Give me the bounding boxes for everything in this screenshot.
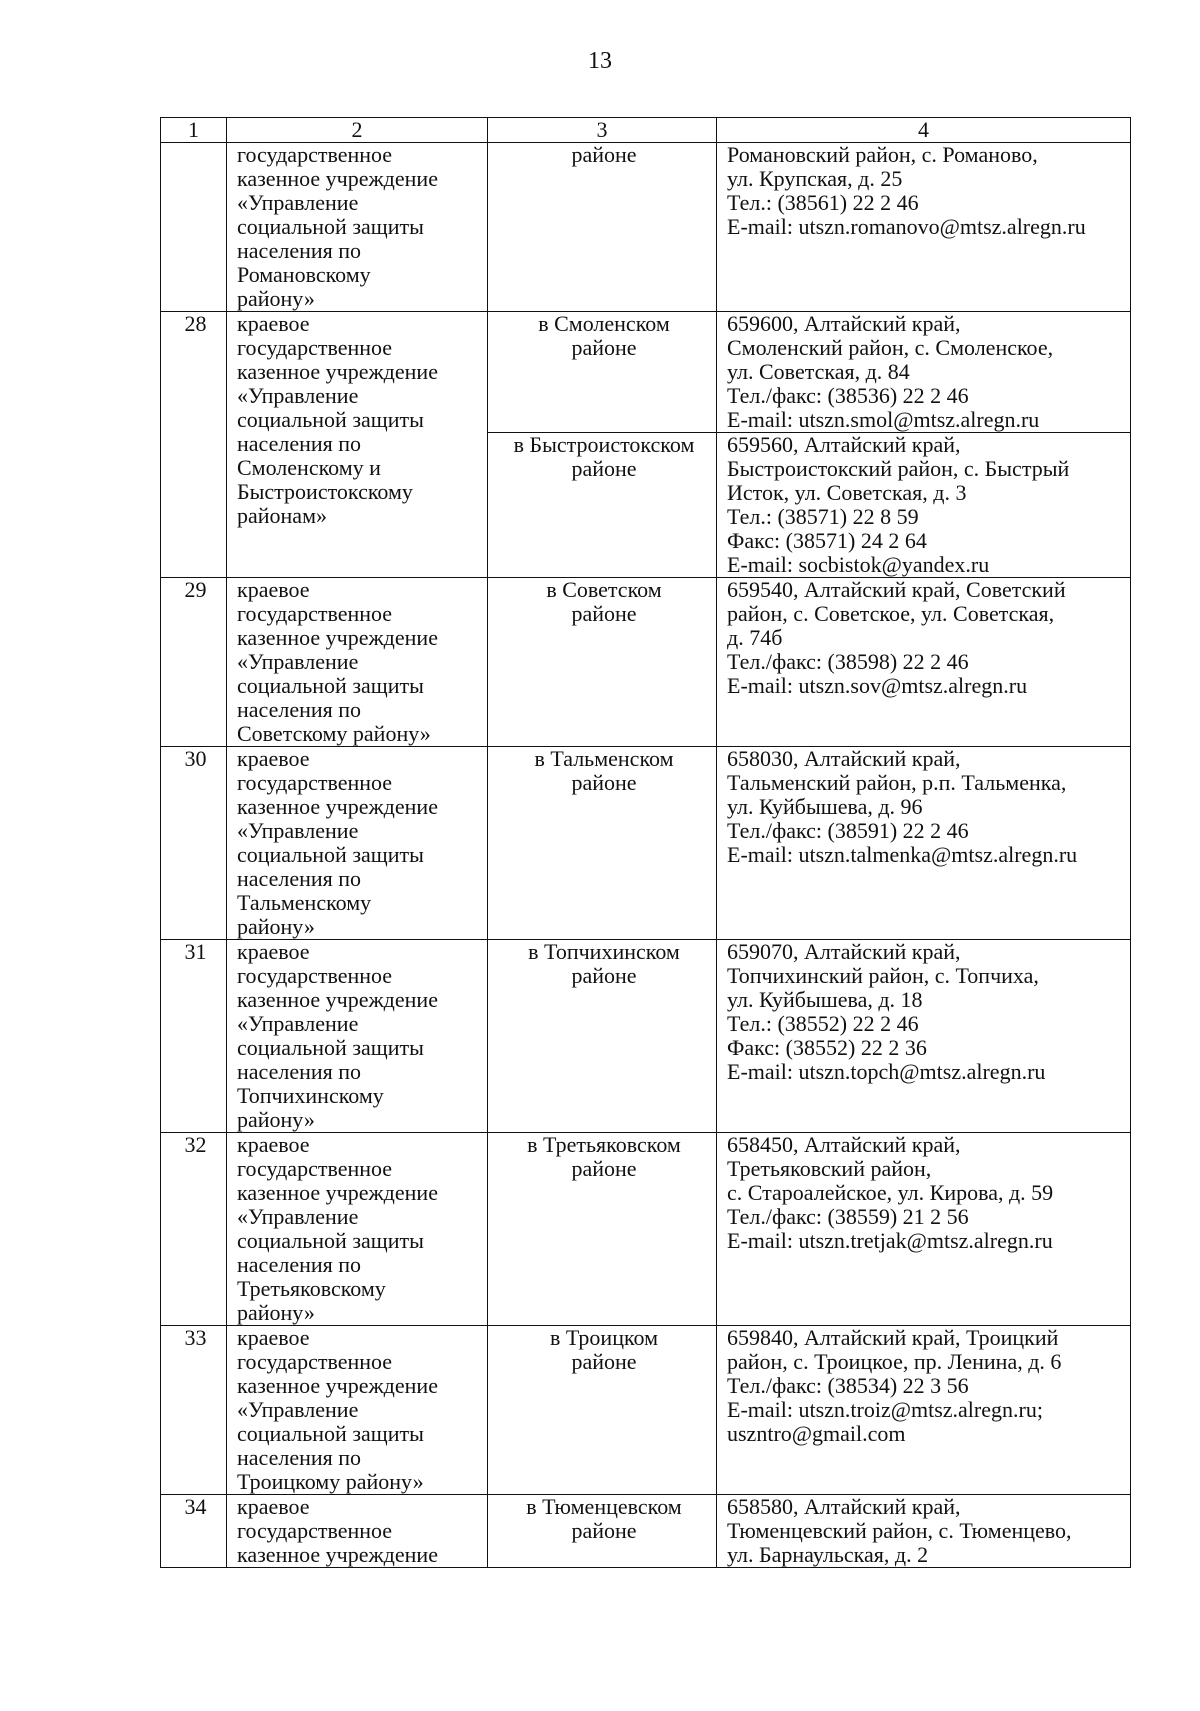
contact-line: Тальменский район, р.п. Тальменка, (727, 770, 1067, 795)
contact-line: E-mail: utszn.troiz@mtsz.alregn.ru; (727, 1397, 1043, 1422)
district-line: в Тюменцевском (526, 1494, 682, 1519)
organization-line: населения по (237, 1059, 362, 1084)
organization-line: государственное (237, 770, 393, 795)
organization-line: краевое (237, 1132, 310, 1157)
organization-line: Быстроистокскому (237, 479, 413, 504)
organization-line: населения по (237, 431, 362, 456)
contact-line: E-mail: socbistok@yandex.ru (727, 552, 990, 577)
organization-cell (227, 312, 488, 578)
contact-line: ул. Барнаульская, д. 2 (727, 1542, 929, 1567)
column-header-1: 1 (161, 118, 227, 143)
district-cell (488, 312, 717, 433)
column-header-4: 4 (717, 118, 1131, 143)
contacts-cell (717, 312, 1131, 433)
district-cell (488, 747, 717, 940)
row-number (161, 143, 227, 312)
table-row (161, 578, 1131, 747)
organization-line: районам» (237, 503, 327, 528)
organization-line: Тальменскому (237, 890, 372, 915)
organization-line: району» (237, 914, 315, 939)
contact-line: Тел./факс: (38598) 22 2 46 (727, 649, 969, 674)
contact-line: ул. Советская, д. 84 (727, 359, 910, 384)
table-body (161, 143, 1131, 1568)
row-number: 31 (161, 940, 227, 1133)
contact-line: E-mail: utszn.talmenka@mtsz.alregn.ru (727, 842, 1078, 867)
district-line: в Троицком (549, 1325, 659, 1350)
district-line: районе (571, 142, 637, 167)
organization-line: казенное учреждение (237, 794, 438, 819)
district-cell (488, 433, 717, 578)
contact-line: Тел./факс: (38536) 22 2 46 (727, 383, 969, 408)
organization-line: Троицкому району» (237, 1469, 424, 1494)
organization-line: краевое (237, 1325, 310, 1350)
contact-line: E-mail: utszn.sov@mtsz.alregn.ru (727, 673, 1028, 698)
organization-line: «Управление (237, 383, 359, 408)
organization-line: «Управление (237, 818, 359, 843)
column-header-3: 3 (488, 118, 717, 143)
contacts-cell (717, 1495, 1131, 1568)
organization-line: казенное учреждение (237, 359, 438, 384)
row-number: 30 (161, 747, 227, 940)
row-number: 33 (161, 1326, 227, 1495)
organization-line: социальной защиты (237, 407, 424, 432)
organization-line: Смоленскому и (237, 455, 381, 480)
contact-line: Тюменцевский район, с. Тюменцево, (727, 1518, 1072, 1543)
contact-line: E-mail: utszn.smol@mtsz.alregn.ru (727, 407, 1040, 432)
organization-line: Романовскому (237, 262, 371, 287)
organization-line: краевое (237, 577, 310, 602)
row-number: 34 (161, 1495, 227, 1568)
contact-line: район, с. Троицкое, пр. Ленина, д. 6 (727, 1349, 1062, 1374)
organization-line: краевое (237, 1494, 310, 1519)
contact-line: ул. Крупская, д. 25 (727, 166, 903, 191)
contact-line: 659560, Алтайский край, (727, 432, 961, 457)
contact-line: с. Староалейское, ул. Кирова, д. 59 (727, 1180, 1054, 1205)
organization-line: району» (237, 286, 315, 311)
contact-line: E-mail: utszn.romanovo@mtsz.alregn.ru (727, 214, 1086, 239)
organization-line: Топчихинскому (237, 1083, 384, 1108)
organization-line: казенное учреждение (237, 987, 438, 1012)
contact-line: 658580, Алтайский край, (727, 1494, 961, 1519)
organization-line: «Управление (237, 649, 359, 674)
organization-cell (227, 143, 488, 312)
organization-line: государственное (237, 1349, 393, 1374)
organization-line: государственное (237, 142, 393, 167)
contact-line: д. 74б (727, 625, 783, 650)
page-number: 13 (588, 48, 612, 74)
organization-line: социальной защиты (237, 673, 424, 698)
contact-line: uszntro@gmail.com (727, 1421, 906, 1446)
organization-cell (227, 1495, 488, 1568)
organization-line: населения по (237, 866, 362, 891)
organization-line: краевое (237, 939, 310, 964)
contacts-cell (717, 940, 1131, 1133)
organization-line: району» (237, 1107, 315, 1132)
table-row (161, 747, 1131, 940)
row-number: 32 (161, 1133, 227, 1326)
organization-line: краевое (237, 746, 310, 771)
organization-cell (227, 1326, 488, 1495)
organization-line: государственное (237, 1518, 393, 1543)
contact-line: Тел.: (38552) 22 2 46 (727, 1011, 919, 1036)
contact-line: 658030, Алтайский край, (727, 746, 961, 771)
contact-line: 659070, Алтайский край, (727, 939, 961, 964)
organization-line: казенное учреждение (237, 1542, 438, 1567)
contact-line: ул. Куйбышева, д. 96 (727, 794, 923, 819)
contact-line: 659600, Алтайский край, (727, 311, 961, 336)
district-line: в Третьяковском (527, 1132, 681, 1157)
organization-line: населения по (237, 1252, 362, 1277)
contacts-cell (717, 433, 1131, 578)
organization-line: социальной защиты (237, 1035, 424, 1060)
table-row (161, 1495, 1131, 1568)
organization-line: казенное учреждение (237, 1180, 438, 1205)
organization-cell (227, 940, 488, 1133)
contacts-cell (717, 143, 1131, 312)
table-row (161, 312, 1131, 433)
contact-line: Тел./факс: (38591) 22 2 46 (727, 818, 969, 843)
organization-line: «Управление (237, 190, 359, 215)
organization-line: государственное (237, 601, 393, 626)
row-number: 29 (161, 578, 227, 747)
district-cell (488, 143, 717, 312)
column-header-2: 2 (227, 118, 488, 143)
organization-line: краевое (237, 311, 310, 336)
organization-cell (227, 578, 488, 747)
contact-line: ул. Куйбышева, д. 18 (727, 987, 923, 1012)
contact-line: Тел./факс: (38534) 22 3 56 (727, 1373, 969, 1398)
contact-line: 658450, Алтайский край, (727, 1132, 961, 1157)
contact-line: Топчихинский район, с. Топчиха, (727, 963, 1039, 988)
contact-line: 659540, Алтайский край, Советский (727, 577, 1066, 602)
contact-line: Тел./факс: (38559) 21 2 56 (727, 1204, 969, 1229)
district-line: районе (571, 963, 637, 988)
contact-line: Романовский район, с. Романово, (727, 142, 1038, 167)
organization-line: населения по (237, 697, 362, 722)
organization-line: району» (237, 1300, 315, 1325)
contact-line: 659840, Алтайский край, Троицкий (727, 1325, 1059, 1350)
contact-line: Факс: (38552) 22 2 36 (727, 1035, 927, 1060)
table-row (161, 1133, 1131, 1326)
organization-line: государственное (237, 335, 393, 360)
district-cell (488, 1133, 717, 1326)
district-line: в Быстроистокском (513, 432, 695, 457)
district-line: в Тальменском (534, 746, 674, 771)
organization-line: социальной защиты (237, 842, 424, 867)
district-cell (488, 578, 717, 747)
table-row (161, 1326, 1131, 1495)
organization-line: населения по (237, 238, 362, 263)
contacts-cell (717, 578, 1131, 747)
contacts-cell (717, 1133, 1131, 1326)
organization-line: «Управление (237, 1397, 359, 1422)
organization-cell (227, 1133, 488, 1326)
contact-line: Третьяковский район, (727, 1156, 932, 1181)
district-cell (488, 1326, 717, 1495)
district-line: в Топчихинском (528, 939, 680, 964)
organization-line: государственное (237, 1156, 393, 1181)
institutions-table (160, 117, 1131, 1568)
contact-line: E-mail: utszn.topch@mtsz.alregn.ru (727, 1059, 1046, 1084)
organization-line: «Управление (237, 1204, 359, 1229)
district-line: районе (571, 1349, 637, 1374)
organization-line: государственное (237, 963, 393, 988)
district-cell (488, 940, 717, 1133)
district-line: районе (571, 601, 637, 626)
organization-cell (227, 747, 488, 940)
organization-line: казенное учреждение (237, 166, 438, 191)
organization-line: Советскому району» (237, 721, 431, 746)
contact-line: Тел.: (38561) 22 2 46 (727, 190, 919, 215)
organization-line: Третьяковскому (237, 1276, 386, 1301)
contacts-cell (717, 747, 1131, 940)
district-line: районе (571, 335, 637, 360)
district-cell (488, 1495, 717, 1568)
table-row (161, 940, 1131, 1133)
district-line: районе (571, 770, 637, 795)
organization-line: социальной защиты (237, 214, 424, 239)
contact-line: E-mail: utszn.tretjak@mtsz.alregn.ru (727, 1228, 1053, 1253)
row-number: 28 (161, 312, 227, 578)
district-line: районе (571, 456, 637, 481)
organization-line: казенное учреждение (237, 625, 438, 650)
district-line: в Советском (546, 577, 662, 602)
contact-line: Тел.: (38571) 22 8 59 (727, 504, 919, 529)
organization-line: социальной защиты (237, 1228, 424, 1253)
district-line: районе (571, 1518, 637, 1543)
district-line: районе (571, 1156, 637, 1181)
header-row (161, 118, 1131, 143)
contact-line: район, с. Советское, ул. Советская, (727, 601, 1055, 626)
table-row (161, 143, 1131, 312)
contact-line: Исток, ул. Советская, д. 3 (727, 480, 967, 505)
contact-line: Факс: (38571) 24 2 64 (727, 528, 927, 553)
contact-line: Быстроистокский район, с. Быстрый (727, 456, 1070, 481)
contact-line: Смоленский район, с. Смоленское, (727, 335, 1054, 360)
organization-line: населения по (237, 1445, 362, 1470)
organization-line: социальной защиты (237, 1421, 424, 1446)
contacts-cell (717, 1326, 1131, 1495)
district-line: в Смоленском (538, 311, 670, 336)
organization-line: «Управление (237, 1011, 359, 1036)
organization-line: казенное учреждение (237, 1373, 438, 1398)
